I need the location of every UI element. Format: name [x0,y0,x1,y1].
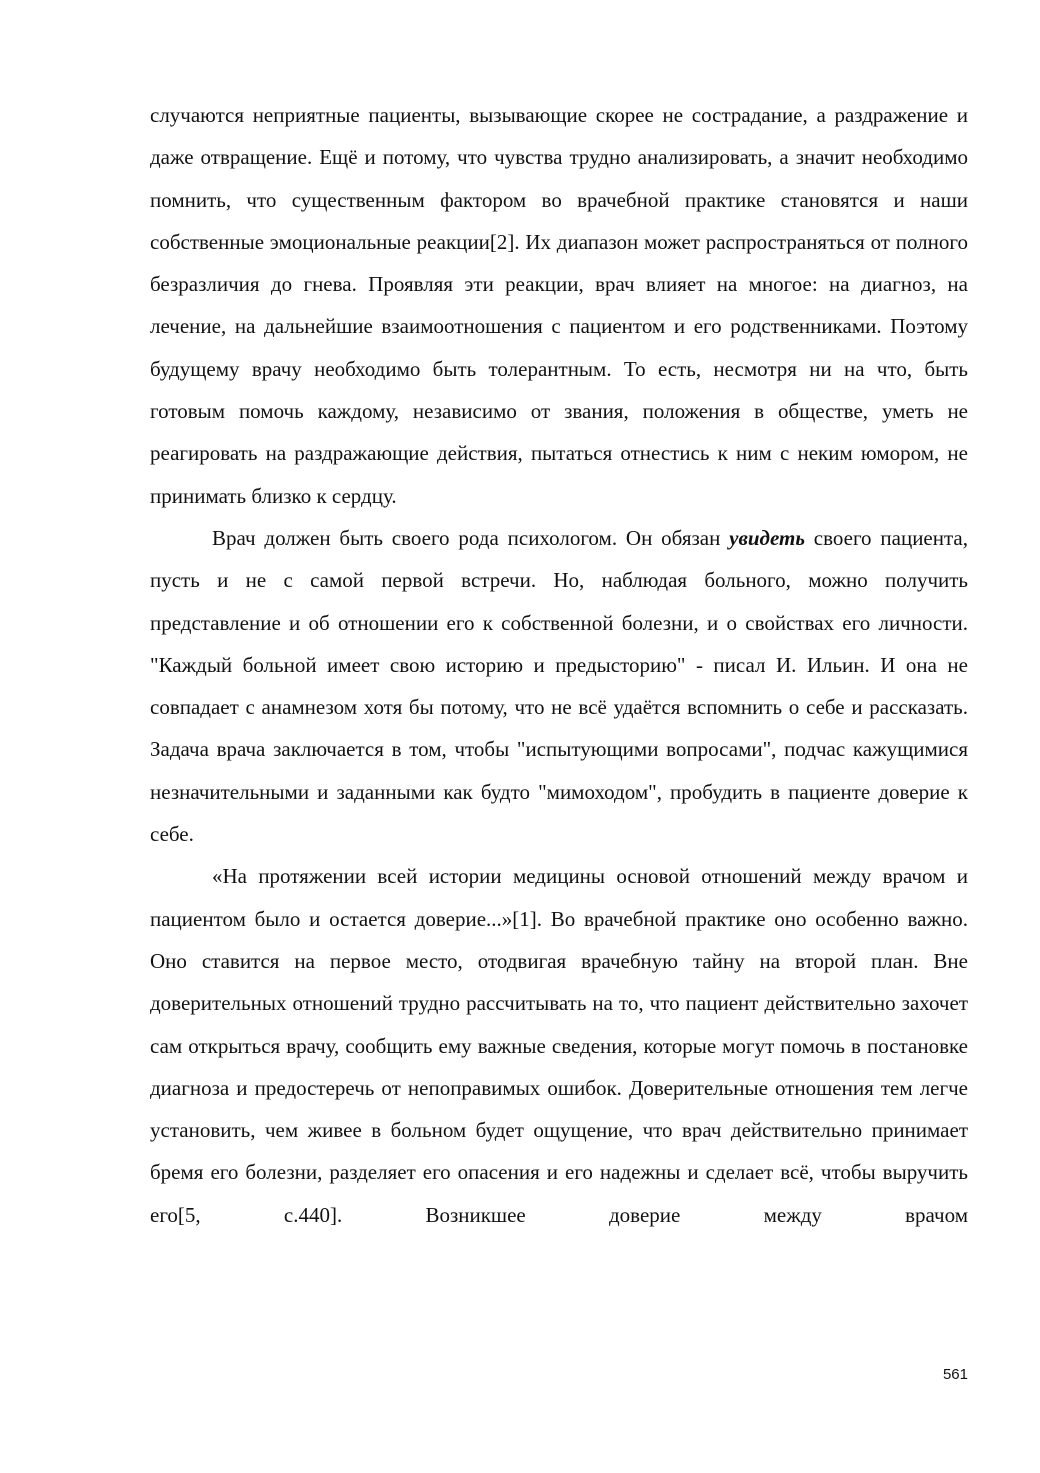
paragraph-psychologist-start: Врач должен быть своего рода психологом. Он обязан [212,525,730,550]
paragraph-trust: «На протяжении всей истории медицины основой отношений между врачом и пациентом было и остается доверие...»[1]. Во врачебной практике оно особенно важно. Оно ставится на первое место, отодвигая врачебную тайну на второй план. Вне доверительных отношений трудно рассчитывать на то, что пациент действительно захочет сам открыться врачу, сообщить ему важные сведения, которые могут помочь в постановке диагноза и предостеречь от непоправимых ошибок. Доверительные отношения тем легче установить, чем живее в больном будет ощущение, что врач действительно принимает бремя его болезни, разделяет его опасения и его надежны и сделает всё, чтобы выручить его[5, с.440]. Возникшее доверие между врачом [150,864,968,1227]
page-number: 561 [942,1366,968,1383]
emphasized-word: увидеть [729,525,805,550]
body-text [150,94,968,1236]
paragraph-tolerance: случаются неприятные пациенты, вызывающие скорее не сострадание, а раздражение и даже отвращение. Ещё и потому, что чувства трудно анализировать, а значит необходимо помнить, что существенным фактором во врачебной практике становятся и наши собственные эмоциональные реакции[2]. Их диапазон может распространяться от полного безразличия до гнева. Проявляя эти реакции, врач влияет на многое: на диагноз, на лечение, на дальнейшие взаимоотношения с пациентом и его родственниками. Поэтому будущему врачу необходимо быть толерантным. То есть, несмотря ни на что, быть готовым помочь каждому, независимо от звания, положения в обществе, уметь не реагировать на раздражающие действия, пытаться отнестись к ним с неким юмором, не принимать близко к сердцу. [150,103,968,508]
paragraph-psychologist [150,517,968,855]
paragraph-psychologist-rest: своего пациента, пусть и не с самой первой встречи. Но, наблюдая больного, можно получить представление и об отношении его к собственной болезни, и о свойствах его личности. "Каждый больной имеет свою историю и предысторию" - писал И. Ильин. И она не совпадает с анамнезом хотя бы потому, что не всё удаётся вспомнить о себе и рассказать. Задача врача заключается в том, чтобы "испытующими вопросами", подчас кажущимися незначительными и заданными как будто "мимоходом", пробудить в пациенте доверие к себе. [150,525,968,847]
